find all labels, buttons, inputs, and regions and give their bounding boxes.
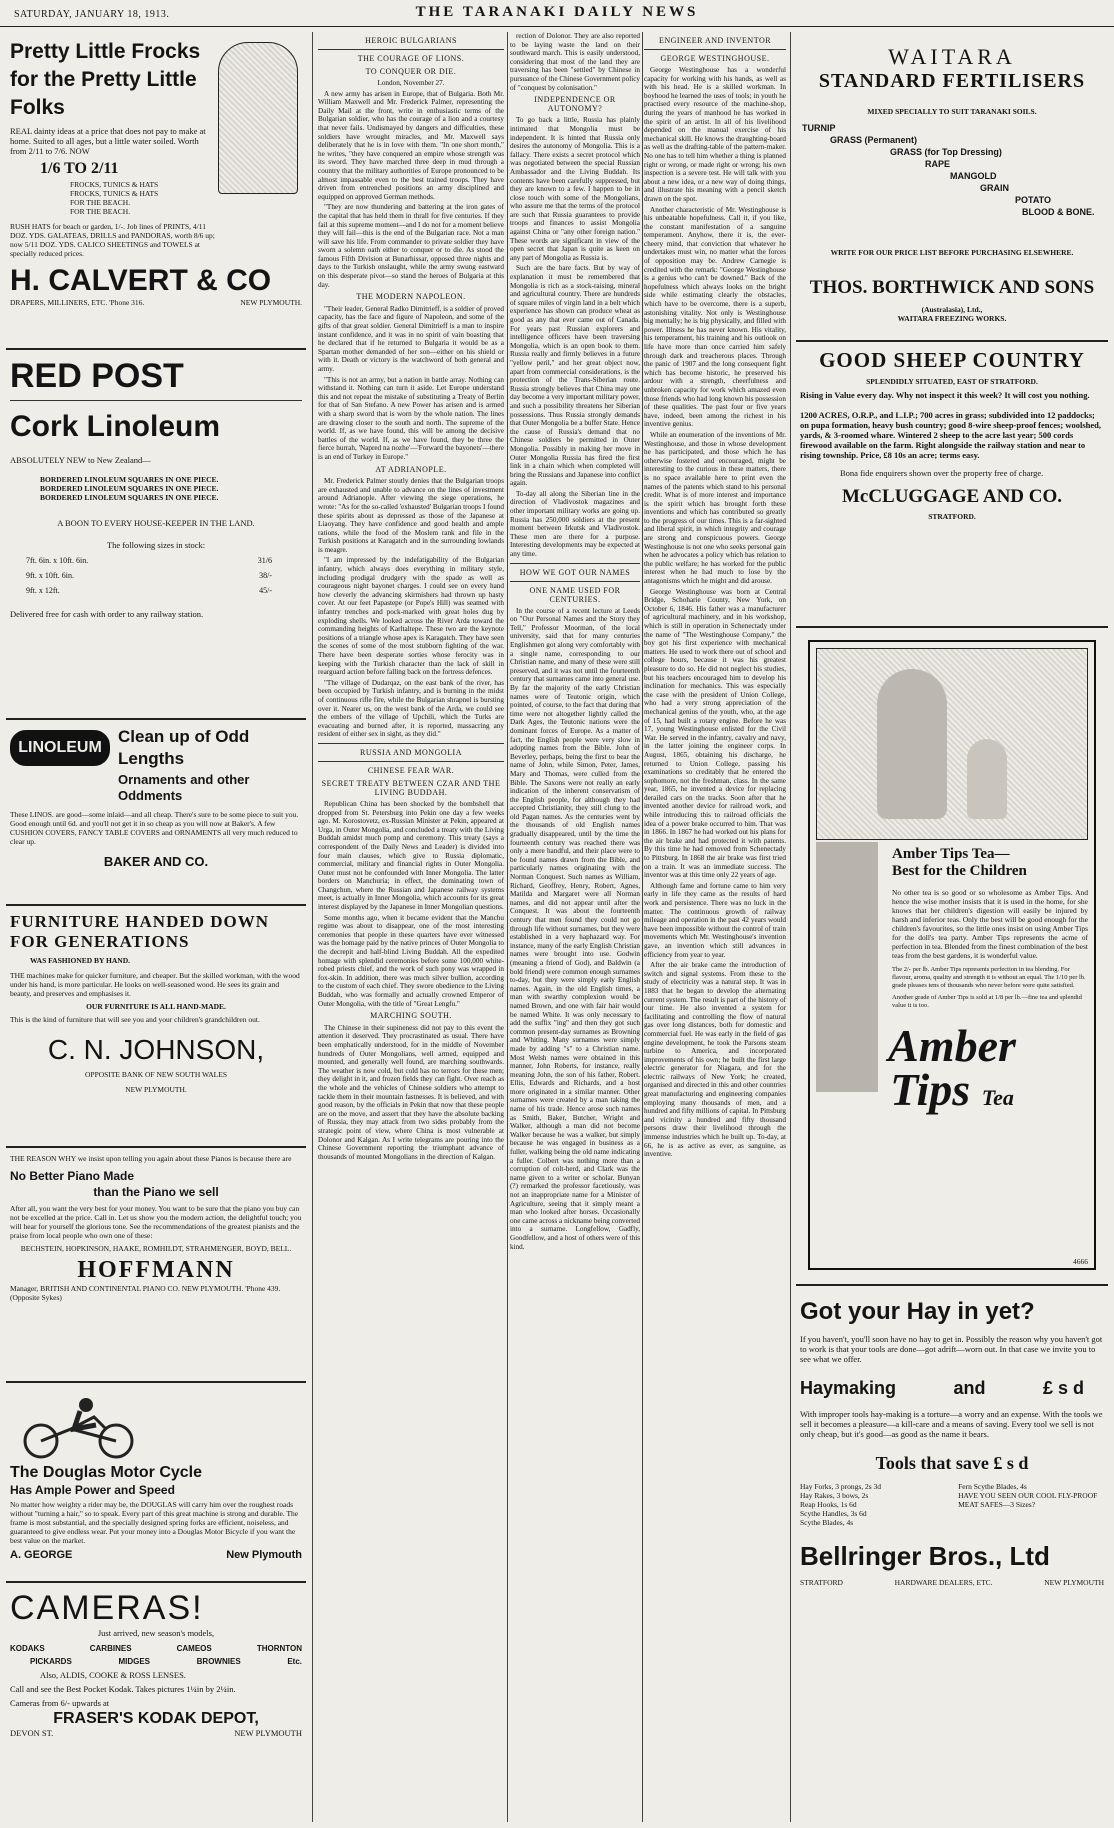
johnson-kind: This is the kind of furniture that will see you and your children's grandchildren out. bbox=[10, 1015, 260, 1024]
redpost-intro: ABSOLUTELY NEW to New Zealand— bbox=[10, 455, 151, 465]
article-headline: HOW WE GOT OUR NAMES bbox=[519, 567, 631, 577]
bellringer-title: Got your Hay in yet? bbox=[800, 1298, 1035, 1325]
article-paragraph: Such are the bare facts. But by way of explanation it must be remembered that Mongolia is rich as a stock-raising, mineral and agricultural country. There are hundreds of square miles of virgin land in a belt which experience has shown can produce wheat as good as any that ever came out of Canada. For years past Russian explorers and intelligence officers have been traversing Mongolia, which is an open book to them. Russia really and firmly believes in a future "yellow peril," and her great object now, apart from commercial considerations, is the protection of the Trans-Siberian route. Russia strongly believes that China may one day become a very important military power, and such a possibility threatens her Siberian possessions. Thus Russia strongly demands that Outer Mongolia be a buffer State. Hence the cause of Russia's demand that no Chinese soldiers be permitted in Outer Mongolia. Possibly in making her move in Outer Mongolia Russia has fired the first link in a chain which when completed will bring the Russians and Japanese into conflict again. bbox=[510, 264, 640, 488]
hoffmann-name: HOFFMANN bbox=[77, 1257, 235, 1283]
article-paragraph: While an enumeration of the inventions of Mr. Westinghouse, and those in whose development he has participated, and those which he has otherwise fostered and encouraged, might be interesting to the curious in these matters, there is no space available here to print even the names of the patents which stand to his personal credit. What is of more interest and importance is the spirit which has brought forth these inventions and which has contributed so greatly to the progress of our times. This is a far-sighted and liberal spirit, in which integrity and courage are strong and conspicuous powers. George Westinghouse is not one who seeks personal gain when he advocates a policy which has relation to the public welfare; he has worked for the public interest when he had much to lose by the antagonisms which he might and did arouse. bbox=[644, 430, 786, 586]
calvert-rush: RUSH HATS for beach or garden, 1/-. Job lines of PRINTS, 4/11 DOZ. YDS. GALATEAS, DRILLS and PANDORAS, worth 8/6 up; now 5/11 DOZ. YDS. CALICO SHEETINGS and TOWELS at specially reduced prices. bbox=[10, 222, 215, 258]
johnson-title: FURNITURE HANDED DOWN FOR GENERATIONS bbox=[10, 912, 270, 951]
bellringer-name: Bellringer Bros., Ltd bbox=[800, 1541, 1050, 1571]
article-paragraph: Although fame and fortune came to him very early in life they came as the results of hard work and persistence. There was no luck in the matter. The continuous growth of railway mileage and operation in the past 42 years would have been impossible without the control of train movements which Mr. Westinghouse's invention gave, an invention which still advances in efficiency from year to year. bbox=[644, 881, 786, 959]
cameras-advert bbox=[6, 1583, 306, 1773]
article-paragraph: "This is not an army, but a nation in battle array. Nothing can withstand it. Nothing can turn it aside. Let Europe understand this and not repeat the mistake of substituting a Treaty of Berlin for that of San Stefano. A new Power has arisen and is armed with a sharp sword that is worn by the whole nation. The lines are drawing closer to the south and north. The supreme of the world. If, as we have found, this will be among the decisive battles of the world. If, as we have found, they be three the fierce hurrah, 'Napred na nozhe'—'Forward the bayonets'—there is an end of Turkey in Europe." bbox=[318, 375, 504, 461]
redpost-title: RED POST bbox=[10, 357, 184, 395]
hoffmann-advert bbox=[6, 1148, 306, 1383]
sheep-name: McCLUGGAGE AND CO. bbox=[841, 486, 1063, 507]
advert-column-right bbox=[796, 32, 1108, 1822]
fertiliser-item: POTATO bbox=[1015, 195, 1051, 205]
baker-title: Clean up of Odd Lengths bbox=[118, 727, 250, 768]
article-paragraph: "Their leader, General Radko Dimitrieff, is a soldier of proved capacity, has the face and figure of Napoleon, and some of the gifts of that great soldier. General Dimitrieff is a man to inspire instant confidence, and it was in no spirit of vain boasting that he declared that if he returned to Bulgaria it would be as a Spartan mother demanded of her son—either on his shield or with it. Death or victory is the watchword of both general and army. bbox=[318, 304, 504, 373]
amber-tips-logo: Amber Tips Tea bbox=[888, 1020, 1016, 1115]
redpost-product: Cork Linoleum bbox=[10, 410, 221, 443]
calvert-line: FOR THE BEACH. bbox=[70, 207, 131, 216]
douglas-sub: Has Ample Power and Speed bbox=[10, 1483, 175, 1497]
waitara-advert bbox=[796, 32, 1108, 342]
calvert-line: FROCKS, TUNICS & HATS bbox=[70, 189, 159, 198]
hoffmann-manager: Manager, BRITISH AND CONTINENTAL PIANO CO. NEW PLYMOUTH. 'Phone 439. bbox=[10, 1284, 281, 1293]
column-rule bbox=[642, 32, 643, 1822]
article-paragraph: To-day all along the Siberian line in the direction of Vladivostok magazines and other important military works are going up. Russia has 250,000 soldiers at the present moment between Irkutsk and Vladivostok. These men are there for a purpose. Interesting developments may be expected at any time. bbox=[510, 489, 640, 559]
waitara-firm-sub2: WAITARA FREEZING WORKS. bbox=[897, 314, 1007, 323]
fertiliser-item: GRASS (for Top Dressing) bbox=[890, 147, 1002, 157]
redpost-advert bbox=[6, 350, 306, 720]
douglas-name: A. GEORGE bbox=[10, 1549, 73, 1561]
douglas-advert bbox=[6, 1383, 306, 1583]
waitara-firm-sub1: (Australasia), Ltd., bbox=[921, 305, 983, 314]
calvert-price: 1/6 TO 2/11 bbox=[40, 160, 119, 177]
article-paragraph: George Westinghouse was born at Central Bridge, Schoharie County, New York, on October 6, 1846. His father was a manufacturer of agricultural machinery, and in his workshop, which is still in operation in Schenectady under the name of "The Westinghouse Company," the boy got his first experience with mechanical matters. He used to work there out of school and college hours, because it was his greatest pleasure to do so. He did not neglect his studies, but his teachers encouraged him to develop his inclination for mechanics. This was especially the case with the president of Union College, who had a very strong appreciation of the mechanical genius of the youth, who, at the age of 15, had built a rotary engine. Before he was 17, young Westinghouse enlisted for the Civil War. He served in the infantry, cavalry and navy, in the latter joining the engineer corps. In August, 1865, obtaining his discharge, he returned to Union College, passing his examinations so creditably that he entered the sophomore, not the freshman, class. In the same year, 1865, he invented a device for replacing derailed cars on the tracks. Soon after that he invented another device for railroad work, and while introducing this to railroad officials the idea of a power brake occurred to him. That was in 1866. In 1867 he had worked out his plans for the air brake and had protected it with patents. By this time he had removed from Schenectady to Pittsburg. In 1868 the air brake was first tried on a train. It was an immediate success. The inventor was at this time only 22 years of age. bbox=[644, 587, 786, 880]
calvert-intro: REAL dainty ideas at a price that does not pay to make at home. Suited to all ages, but a little water soiled. Worth from 2/11 to 7/6. NOW bbox=[10, 126, 206, 156]
column-rule bbox=[790, 32, 791, 1822]
article-subhead: THE COURAGE OF LIONS. bbox=[357, 54, 465, 63]
camera-brand: MIDGES bbox=[118, 1657, 150, 1666]
tool-item: Hay Rakes, 3 bows, 2s bbox=[800, 1491, 869, 1500]
bellringer-lsd: £ s d bbox=[1042, 1378, 1084, 1398]
advert-code: 4666 bbox=[1073, 1257, 1088, 1266]
amber-special: Another grade of Amber Tips is sold at 1/8 per lb.—fine tea and splendid value it is too. bbox=[892, 994, 1082, 1009]
fertiliser-item: GRASS (Permanent) bbox=[830, 135, 918, 145]
article-paragraph: The Chinese in their supineness did not pay to this event the attention it deserved. They procrastinated as usual. There have been emphatically understood, for in the middle of November hundreds of Outer Mongolians, well armed, equipped and mounted, and generally well found, are marching southwards. The weather is now cold, but cold has no terrors for these men; they delight in it, and frozen fields they can fight. Over reach as the whole and the vehicles of Chinese soldiers who attempt to tackle them in their mountain fastnesses. It is believed, and with good reason, by the officials in Pekin that now that these people are on the move, and assert that they have the absolute backing of Russia, they may attack from two sides probably from the strategic point of view, where China is most vulnerable at Dolonor and Kalgan. As I write telegrams are pouring into the Chinese Government reporting the triumphant advance of thousands of mounted Mongolians in the direction of Kalgan. bbox=[318, 1023, 504, 1161]
hoffmann-text: After all, you want the very best for your money. You want to be sure that the piano you buy can not be excelled at the price. Call in. Let us show you the modern action, the delightful touch; you will hear for yourself the glorious tone. See the recommendations of the greatest pianists and the praise from local people who own one of these: bbox=[10, 1204, 302, 1240]
calvert-heading: Pretty Little Frocks for the Pretty Little Folks bbox=[10, 40, 201, 119]
article-subhead: AT ADRIANOPLE. bbox=[375, 464, 447, 474]
child-figure bbox=[967, 739, 1007, 819]
redpost-delivered: Delivered free for cash with order to any railway station. bbox=[10, 609, 204, 619]
stock-row: 9ft. x 10ft. 6in. 38/- bbox=[26, 571, 272, 580]
calvert-line: FOR THE BEACH. bbox=[70, 198, 131, 207]
article-subhead: ONE NAME USED FOR CENTURIES. bbox=[529, 585, 621, 604]
baker-text: These LINOS. are good—some inlaid—and all cheap. There's sure to be some piece to suit you. Good enough until 6d. and you'll not get it in so cheap as you will now at Baker's. A few CUSHION COVERS, FANCY TABLE COVERS and ORNAMENTS all very much reduced to clear up. bbox=[10, 810, 299, 846]
redpost-stock-intro: The following sizes in stock: bbox=[106, 540, 206, 550]
baker-advert bbox=[6, 720, 306, 906]
masthead-title: THE TARANAKI DAILY NEWS bbox=[415, 4, 699, 20]
amber-tips-advert bbox=[796, 628, 1108, 1286]
article-paragraph: After the air brake came the introduction of switch and signal systems. From these to the study of electricity was a natural step. It was in 1883 that he began to develop the alternating current system. The result is part of the history of our time. He also invented a system for facilitating and controlling the flow of natural gas over long distances, both for domestic and commercial fuel. He was early in the field of gas engine development, he took the Parsons steam turbine to America, and incorporated improvements of his own; he built the first large electric generator for Niagara, and for the electric railways of New York; he created, organised and directed in this and other countries great manufacturing and engineering companies employing many thousands of men, and a hundred and fifty millions of capital. In Pittsburg and vicinity a hundred and fifty thousand persons draw their livelihood through the immense industries which he built up. To-day, at 66, he is as active as ever, as sanguine, as inventive. bbox=[644, 961, 786, 1159]
article-subhead: MARCHING SOUTH. bbox=[370, 1011, 452, 1021]
tea-packet-illustration bbox=[816, 842, 878, 1092]
advert-column-left bbox=[6, 32, 306, 1822]
article-paragraph: rection of Dolonor. They are also reported to be laying waste the land on their southward march. This is easily understood, considering that most of the land they are traversing has been "settled" by Chinese in pursuance of the Chinese Government policy of "conquest by colonisation." bbox=[510, 32, 640, 92]
tool-item: Fern Scythe Blades, 4s bbox=[958, 1482, 1027, 1491]
waitara-subtitle: STANDARD FERTILISERS bbox=[818, 70, 1086, 92]
article-paragraph: Another characteristic of Mr. Westinghouse is his unbeatable hopefulness. Call it, if you like, the constant manifestation of a sanguine temperament. Anyhow, there it is, the ever-cheery mind, that conviction that whatever he undertakes must win, no matter what the forces of opposition may be. Andrew Carnegie is credited with the remark: "George Westinghouse is a genius who can't be downed." Back of the hopefulness which always looks on the bright side while estimating clearly the obstacles, which have to be overcome, there is a superb, astonishing vitality. Not only is Westinghouse big mentally; he is big physically, and filled with power. Illness he has never known. His vitality, his temperament, his training and his outlook on life have more than once carried him safely through dark and treacherous places. Through the panic of 1907 and the long consequent fight which has become historic, he preserved his ardour with a strength, cheerfulness and unbroken capacity for work which amazed even those friends who had long known his possession of these qualities. The past four or five years have, indeed, been among the richest in his inventive genius. bbox=[644, 205, 786, 429]
motorcycle-illustration bbox=[16, 1389, 146, 1459]
news-column-3 bbox=[510, 32, 640, 1822]
column-rule bbox=[312, 32, 313, 1822]
article-headline: HEROIC BULGARIANS bbox=[365, 36, 457, 45]
article-subhead: CHINESE FEAR WAR. bbox=[367, 765, 455, 775]
johnson-text: THE machines make for quicker furniture, and cheaper. But the skilled workman, with the wood under his hand, is more particular. He looks on well-seasoned wood. He sees its grain and beauty, and preserves and emphasises it. bbox=[10, 971, 300, 998]
camera-brand: THORNTON bbox=[256, 1644, 302, 1653]
douglas-text: No matter how weighty a rider may be, the DOUGLAS will carry him over the roughest roads without "turning a hair," so to speak. Every part of this great machine is strong and durable. The frame is most substantial, and the specially designed spring forks are efficient, noiseless, and guaranteed to give endless wear. Put your money into a Douglas Motor Bicycle if you want the best value on the market. bbox=[10, 1500, 299, 1545]
redpost-line: BORDERED LINOLEUM SQUARES IN ONE PIECE. bbox=[40, 493, 219, 502]
camera-brand: Etc. bbox=[287, 1657, 302, 1666]
sheep-text: 1200 ACRES, O.R.P., and L.I.P.; 700 acres in grass; subdivided into 12 paddocks; on pupa formation, heavy bush country; good 8-wire sheep-proof fences; woolshed, yards, & 3-roomed whare. Wintered 2 sheep to the acre last year; 500 cords firewood available on the farm. Right alongside the railway station and near to rising township. Price, £8 10s an acre; terms easy. bbox=[800, 410, 1101, 460]
article-paragraph: "The village of Dudarqaz, on the east bank of the river, has been occupied by Turkish infantry, and is burning in the midst of continuous rifle fire, while the Bulgarian shrapnel is bursting over it. Nearer us, on the west bank of the Arda, we could see the embers of the village of Upchili, which the Turks are evacuating and burned after, it is reported, massacring any resident of either sex in sight, as they did." bbox=[318, 678, 504, 739]
linoleum-badge: LINOLEUM bbox=[10, 730, 110, 766]
article-subhead: SECRET TREATY BETWEEN CZAR AND THE LIVING BUDDAH. bbox=[321, 778, 501, 797]
article-paragraph: George Westinghouse has a wonderful capacity for working with his hands, as well as with his head. He is a skilled workman. In boyhood he learned the uses of tools; in youth he practised every resource of the machine-shop, during the years of manhood he has worked in the spirit of an artist. In all of his livelihood depended on the manual exercise of his mechanical skill. He knows the draughting-board as well as the drafting-table of the pattern-maker. No one has to tell him whether a thing is planned right or wrong, or made right or wrong; his own inspection is a severe test. He will talk with you about a new idea, or a new way of doing things, and illustrate his meaning with a pencil sketch drawn on the spot. bbox=[644, 66, 786, 203]
camera-brand: CAMEOS bbox=[176, 1644, 212, 1653]
bellringer-footer-right: NEW PLYMOUTH bbox=[1044, 1578, 1104, 1587]
news-column-4 bbox=[644, 32, 786, 1822]
johnson-name: C. N. JOHNSON, bbox=[47, 1034, 265, 1065]
article-paragraph: Some months ago, when it became evident that the Manchu regime was about to disappear, one of the most interesting ceremonies that people in these quarters have ever witnessed was the homage paid by the native princes of Outer Mongolia to the decrepit and half-blind Living Buddah. All the expedited homage with splendid ceremonies before some 100,000 white-robed priests chief, and the work of such pony was wrapped in fox-skin. In addition, there was much silver bullion, according to the custom of each chief. They swore obedience to the Living Buddah, who was formally and actually crowned Emperor of Outer Mongolia, with the title of "Great Lengfu." bbox=[318, 913, 504, 1008]
dateline: London, November 27. bbox=[377, 79, 445, 87]
column-rule bbox=[507, 32, 508, 1822]
news-column-2 bbox=[318, 32, 504, 1822]
sheep-title: GOOD SHEEP COUNTRY bbox=[819, 348, 1085, 372]
sheep-bona: Bona fide enquirers shown over the property free of charge. bbox=[840, 468, 1044, 478]
camera-brand: PICKARDS bbox=[30, 1657, 72, 1666]
fertiliser-item: BLOOD & BONE. bbox=[1022, 207, 1095, 217]
camera-brand: KODAKS bbox=[10, 1644, 45, 1653]
hoffmann-opposite: (Opposite Sykes) bbox=[10, 1293, 62, 1302]
calvert-footer-right: NEW PLYMOUTH. bbox=[240, 298, 302, 307]
bellringer-tools: Tools that save £ s d bbox=[875, 1453, 1029, 1473]
stock-row: 7ft. 6in. x 10ft. 6in. 31/6 bbox=[26, 556, 272, 565]
article-paragraph: Republican China has been shocked by the bombshell that dropped from St. Petersburg into Pekin one day a few weeks ago. M. Korostovetz, ex-Russian Minister at Pekin, appeared at Urga, in Outer Mongolia, and concluded a treaty with the Living Buddah amidst much pomp and ceremony. This treaty (says a correspondent of the Daily News and Leader) is divided into four main clauses, which give to Russia diplomatic, commercial, military and financial rights in Outer Mongolia. Outer must not be confounded with Inner Mongolia. The latter borders on Manchuria; in effect, the dominating town of Changchun, where the Russian and Japanese railway systems meet, is actually in Inner Mongolia, which accounts for its great interest displayed by the Japanese in Inner Mongolian questions. bbox=[318, 799, 504, 912]
amber-text: No other tea is so good or so wholesome as Amber Tips. And hence the wise mother insists that it is used in the home, for she knows that her children's digestion will easily be injured by harsh and inferior teas. Only the best will be good enough for the children's favourites, so the little ones insist on using Amber Tips for the doll's tea party. Amber Tips represents the acme of perfection in tea. Blended from the finest combination of the best teas from the best gardens, it is wonderful value. bbox=[892, 888, 1088, 960]
waitara-title: WAITARA bbox=[888, 44, 1016, 69]
article-paragraph: A new army has arisen in Europe, that of Bulgaria. Both Mr. William Maxwell and Mr. Frederick Palmer, representing the Daily Mail at the front, write in enthusiastic terms of the Bulgarian soldier, who has the courage of a lion and a courtesy that never fails. Undismayed by dangers and difficulties, these soldiers have wrought miracles, and Mr. Maxwell says deliberately that he is in love with them. "In one short month," he writes, "they have conquered an empire whose strength was its sword. They have marched three deep in mud through a country that the military authorities of Europe pronounced to be almost impassable even to the best trained troops. They have driven from entrenched positions an army disciplined and equipped on approved German methods. bbox=[318, 89, 504, 201]
bellringer-footer-mid: HARDWARE DEALERS, ETC. bbox=[894, 1578, 993, 1587]
calvert-footer-left: DRAPERS, MILLINERS, ETC. 'Phone 316. bbox=[10, 298, 145, 307]
mother-and-child-illustration bbox=[816, 648, 1088, 840]
bellringer-text2: With improper tools hay-making is a torture—a worry and an expense. With the tools we sell it becomes a pleasure—a kill-care and a means of saving. Every tool we sell is not only cheap, but it's good—as good as the name it bears. bbox=[800, 1409, 1103, 1439]
sheep-town: STRATFORD. bbox=[928, 512, 976, 521]
camera-brand: BROWNIES bbox=[196, 1657, 241, 1666]
hoffmann-makers: BECHSTEIN, HOPKINSON, HAAKE, ROMHILDT, STRAHMENGER, BOYD, BELL. bbox=[20, 1244, 292, 1253]
article-subhead: THE MODERN NAPOLEON. bbox=[356, 292, 466, 302]
stock-row: 9ft. x 12ft. 45/- bbox=[26, 586, 272, 595]
cameras-call: Call and see the Best Pocket Kodak. Takes pictures 1¼in by 2¼in. bbox=[10, 1684, 236, 1694]
cameras-footer-right: NEW PLYMOUTH bbox=[234, 1728, 302, 1738]
tool-item: Hay Forks, 3 prongs, 2s 3d bbox=[800, 1482, 882, 1491]
douglas-title: The Douglas Motor Cycle bbox=[10, 1464, 203, 1481]
tool-item: Scythe Blades, 4s bbox=[800, 1518, 854, 1527]
article-headline: RUSSIA AND MONGOLIA bbox=[360, 747, 462, 757]
cameras-also: Also, ALDIS, COOKE & ROSS LENSES. bbox=[40, 1670, 186, 1680]
cameras-sub: Just arrived, new season's models, bbox=[97, 1628, 215, 1638]
johnson-handmade: OUR FURNITURE IS ALL HAND-MADE. bbox=[86, 1002, 226, 1011]
girl-in-frock-illustration bbox=[218, 42, 298, 194]
fertiliser-item: GRAIN bbox=[980, 183, 1009, 193]
baker-name: BAKER AND CO. bbox=[103, 854, 209, 869]
article-subhead: INDEPENDENCE OR AUTONOMY? bbox=[534, 95, 616, 113]
johnson-town: NEW PLYMOUTH. bbox=[125, 1085, 187, 1094]
johnson-bank: OPPOSITE BANK OF NEW SOUTH WALES bbox=[84, 1070, 228, 1079]
hoffmann-headline1: No Better Piano Made bbox=[10, 1169, 135, 1183]
amber-fine: The 2/- per lb. Amber Tips represents perfection in tea blending. For flavour, aroma, quality and strength it is without an equal. The 1/10 per lb. grade pleases tens of thousands who never before were quite satisfied. bbox=[892, 966, 1086, 989]
masthead bbox=[0, 0, 1114, 27]
tool-item: Reap Hooks, 1s 6d bbox=[800, 1500, 857, 1509]
cameras-footer-left: DEVON ST. bbox=[10, 1728, 54, 1738]
baker-subtitle: Ornaments and other Oddments bbox=[118, 772, 250, 803]
fertiliser-item: MANGOLD bbox=[950, 171, 997, 181]
article-paragraph: Mr. Frederick Palmer stoutly denies that the Bulgarian troops are exhausted and unable to advance on the lines of investment around Adrianople. After viewing the siege operations, he wrote: "As for the so-called 'exhausted' Bulgarian troops I found these spirits about as depressed as those of the Japanese at Liaoyang. They have confidence and good health and ample rations, while the food of the Moslem rank and file in the Turkish positions at Karagatch and in the surrounding lowlands is meagre. bbox=[318, 477, 504, 554]
calvert-name: H. CALVERT & CO bbox=[10, 264, 272, 297]
waitara-write: WRITE FOR OUR PRICE LIST BEFORE PURCHASING ELSEWHERE. bbox=[830, 248, 1074, 257]
article-subhead: GEORGE WESTINGHOUSE. bbox=[660, 54, 770, 63]
bellringer-text: If you haven't, you'll soon have no hay to get in. Possibly the reason why you haven't got to work is that your tools are done—got adrift—worn out. In that case we invite you to see what we offer. bbox=[800, 1334, 1103, 1364]
cameras-title: CAMERAS! bbox=[10, 1589, 204, 1627]
masthead-date: SATURDAY, JANUARY 18, 1913. bbox=[14, 9, 170, 20]
sheep-advert bbox=[796, 342, 1108, 628]
bellringer-and: and bbox=[953, 1378, 986, 1398]
waitara-firm: THOS. BORTHWICK AND SONS bbox=[809, 277, 1095, 298]
article-paragraph: "I am impressed by the indefatigability of the Bulgarian infantry, which always does everything in military style, including prodigal drudgery with the spade as well as courageous night bayonet charges. I could see on every hand how cleverly the advancing skirmishers had thrown up hasty cover. At our feet Papastepe (or Pope's Hill) was seamed with infantry trenches and pock-marked with great holes dug by exploding shells. We looked across the River Arda toward the commanding heights of Karltaltepe. These two are the keynote positions of a triangle whose apex is Karagatch. They have seen the scenes of some of the most stubborn fighting of the war. There have been desperate sorties whose ferocity was in keeping with the Turkish character than the lack of skill in rearguard action before falling back on the fortress defences. bbox=[318, 556, 504, 677]
amber-headline2: Best for the Children bbox=[892, 863, 1027, 879]
bellringer-footer-left: STRATFORD bbox=[800, 1578, 843, 1587]
article-subhead: TO CONQUER OR DIE. bbox=[365, 67, 457, 76]
hoffmann-headline2: than the Piano we sell bbox=[93, 1185, 219, 1199]
article-paragraph: "They are now thundering and battering at the iron gates of the capital that has held them in thrall for five centuries. If they fail at this supreme moment—and I do not for a moment believe they will fail—this is the end of the Bulgarian race. Not a man will save his life. From commander to private soldier they have sworn a solemn oath either to conquer or to die. As stood the famous Fifth Division at Bunarhissar, opposed three nights and days to the Turkish onslaught, while the army swung eastward on this desperate pivot—so stand the heroes of Bulgaria at this day. bbox=[318, 203, 504, 289]
mother-figure bbox=[877, 669, 947, 819]
sheep-rising: Rising in Value every day. Why not inspect it this week? It will cost you nothing. bbox=[800, 390, 1090, 400]
fertiliser-item: RAPE bbox=[925, 159, 951, 169]
calvert-line: FROCKS, TUNICS & HATS bbox=[70, 180, 159, 189]
camera-brand: CARBINES bbox=[89, 1644, 132, 1653]
amber-headline1: Amber Tips Tea— bbox=[892, 846, 1010, 862]
tool-item: Scythe Handles, 3s 6d bbox=[800, 1509, 867, 1518]
hoffmann-reason: THE REASON WHY we insist upon telling you again about these Pianos is because there are bbox=[10, 1154, 292, 1163]
waitara-mixed: MIXED SPECIALLY TO SUIT TARANAKI SOILS. bbox=[867, 107, 1037, 116]
article-headline: ENGINEER AND INVENTOR bbox=[658, 36, 772, 45]
redpost-boon: A BOON TO EVERY HOUSE-KEEPER IN THE LAND. bbox=[57, 518, 255, 528]
cameras-from: Cameras from 6/- upwards at bbox=[10, 1698, 110, 1708]
johnson-advert bbox=[6, 906, 306, 1148]
fertiliser-item: TURNIP bbox=[802, 123, 836, 133]
johnson-sub: WAS FASHIONED BY HAND. bbox=[30, 956, 131, 965]
sheep-sub: SPLENDIDLY SITUATED, EAST OF STRATFORD. bbox=[866, 377, 1038, 386]
bellringer-haymaking: Haymaking bbox=[800, 1378, 897, 1398]
tool-item: HAVE YOU SEEN OUR COOL FLY-PROOF MEAT SAFES—3 Sizes? bbox=[958, 1491, 1098, 1509]
douglas-town: New Plymouth bbox=[226, 1549, 302, 1561]
article-paragraph: To go back a little, Russia has plainly intimated that Mongolia must be independent. It is hinted that Russia only desires the autonomy of Mongolia. This is a fallacy. There exists a secret protocol which was negotiated between the special Russian Ambassador and the Living Buddah. Its contents have been carefully suppressed, but they are known to a few. I happen to be in close touch with some of the Mongolians, who assure me that the terms of the protocol are such that Russia guarantees to provide troops and finances to assist Mongolia against China or "any other foreign nation." These words are significant in view of the open secret that Japan is quite as keen on any part of Mongolia as Russia is. bbox=[510, 116, 640, 262]
calvert-advert bbox=[6, 32, 306, 350]
cameras-name: FRASER'S KODAK DEPOT, bbox=[53, 1710, 259, 1727]
article-paragraph: In the course of a recent lecture at Leeds on "Our Personal Names and the Story they Tell," Professor Moorman, of the local university, said that for many centuries Englishmen got along very comfortably with a single name, corresponding to our Christian name, and many of these were still preserved, and it was not until the fourteenth century that surnames came into general use. By far the majority of the early Christian names were of Teutonic origin, which pointed, of course, to the fact that during that time were not altogether lightly called the Dark Ages, the Teutonic nations were the dominant forces of Europe. As a matter of fact, the English people were very slow in adopting names from the Bible. John of Beverley, perhaps, being the first to bear the name of John, while Simon, Peter, James, Mary and Thomas, were culled from the Bible. The Saxons were not really an early indication of the inherent conservatism of the English people, for although they had accepted Christianity, they still clung to the old Pagan names. As the centuries went by the thousands of old English names gradually disappeared, until by the time the fourteenth century was reached there was only a mere handful, and their place were to be found names drawn from the Bible, and particularly names originating with the Norman Conquest. Such names as William, Richard, Geoffrey, Henry, Robert, Agnes, Matilda and Margaret were all Norman names, and did not appear until after the Conquest. It was about the fourteenth century that men found they could not go through life without surnames, but they were established in a very haphazard way. For instance, many of the early English Christian names were brought into use. Godwin (meaning a friend of God), and Baldwin (a bold friend) were common enough surnames to-day, but they were simply early English names. Again, in the old English times, a man with swarthy complexion would be named Brown, and one with fair hair would be named White. It was only necessary to add the suffix "ing" and then they got such common present-day surnames as Browning and Whiting. Many surnames were simply made by adding "s" to a Christian name. Most Welsh names were obtained in this manner, John Roberts, for instance, really meaning John, the son of his father, Robert. Ellis, Edwards and Richards, and a host more originated in a similar manner. Other surnames were created by a man taking the name of his trade. Hence arose such names as Smith, Baker, Butcher, Wright and Walker, although a man did not become Walker because he was a walker, but simply because he was engaged in business as a fuller, walking being the old name indicating a fuller. Colbert was nothing more than a corruption of colt-herd, and Clark was the name given to a writer or scholar. Bunyan (?) remarked the professor facetiously, was not an inappropriate name for a Minister of Agriculture, seeing that it simply meant a man who looked after horses. Occasionally one came across a nickname being converted into a surname. Longfellow, Gadfly, Goodfellow, and a host of others were of this kind. bbox=[510, 606, 640, 1251]
redpost-line: BORDERED LINOLEUM SQUARES IN ONE PIECE. bbox=[40, 484, 219, 493]
bellringer-advert bbox=[796, 1286, 1108, 1786]
redpost-line: BORDERED LINOLEUM SQUARES IN ONE PIECE. bbox=[40, 475, 219, 484]
